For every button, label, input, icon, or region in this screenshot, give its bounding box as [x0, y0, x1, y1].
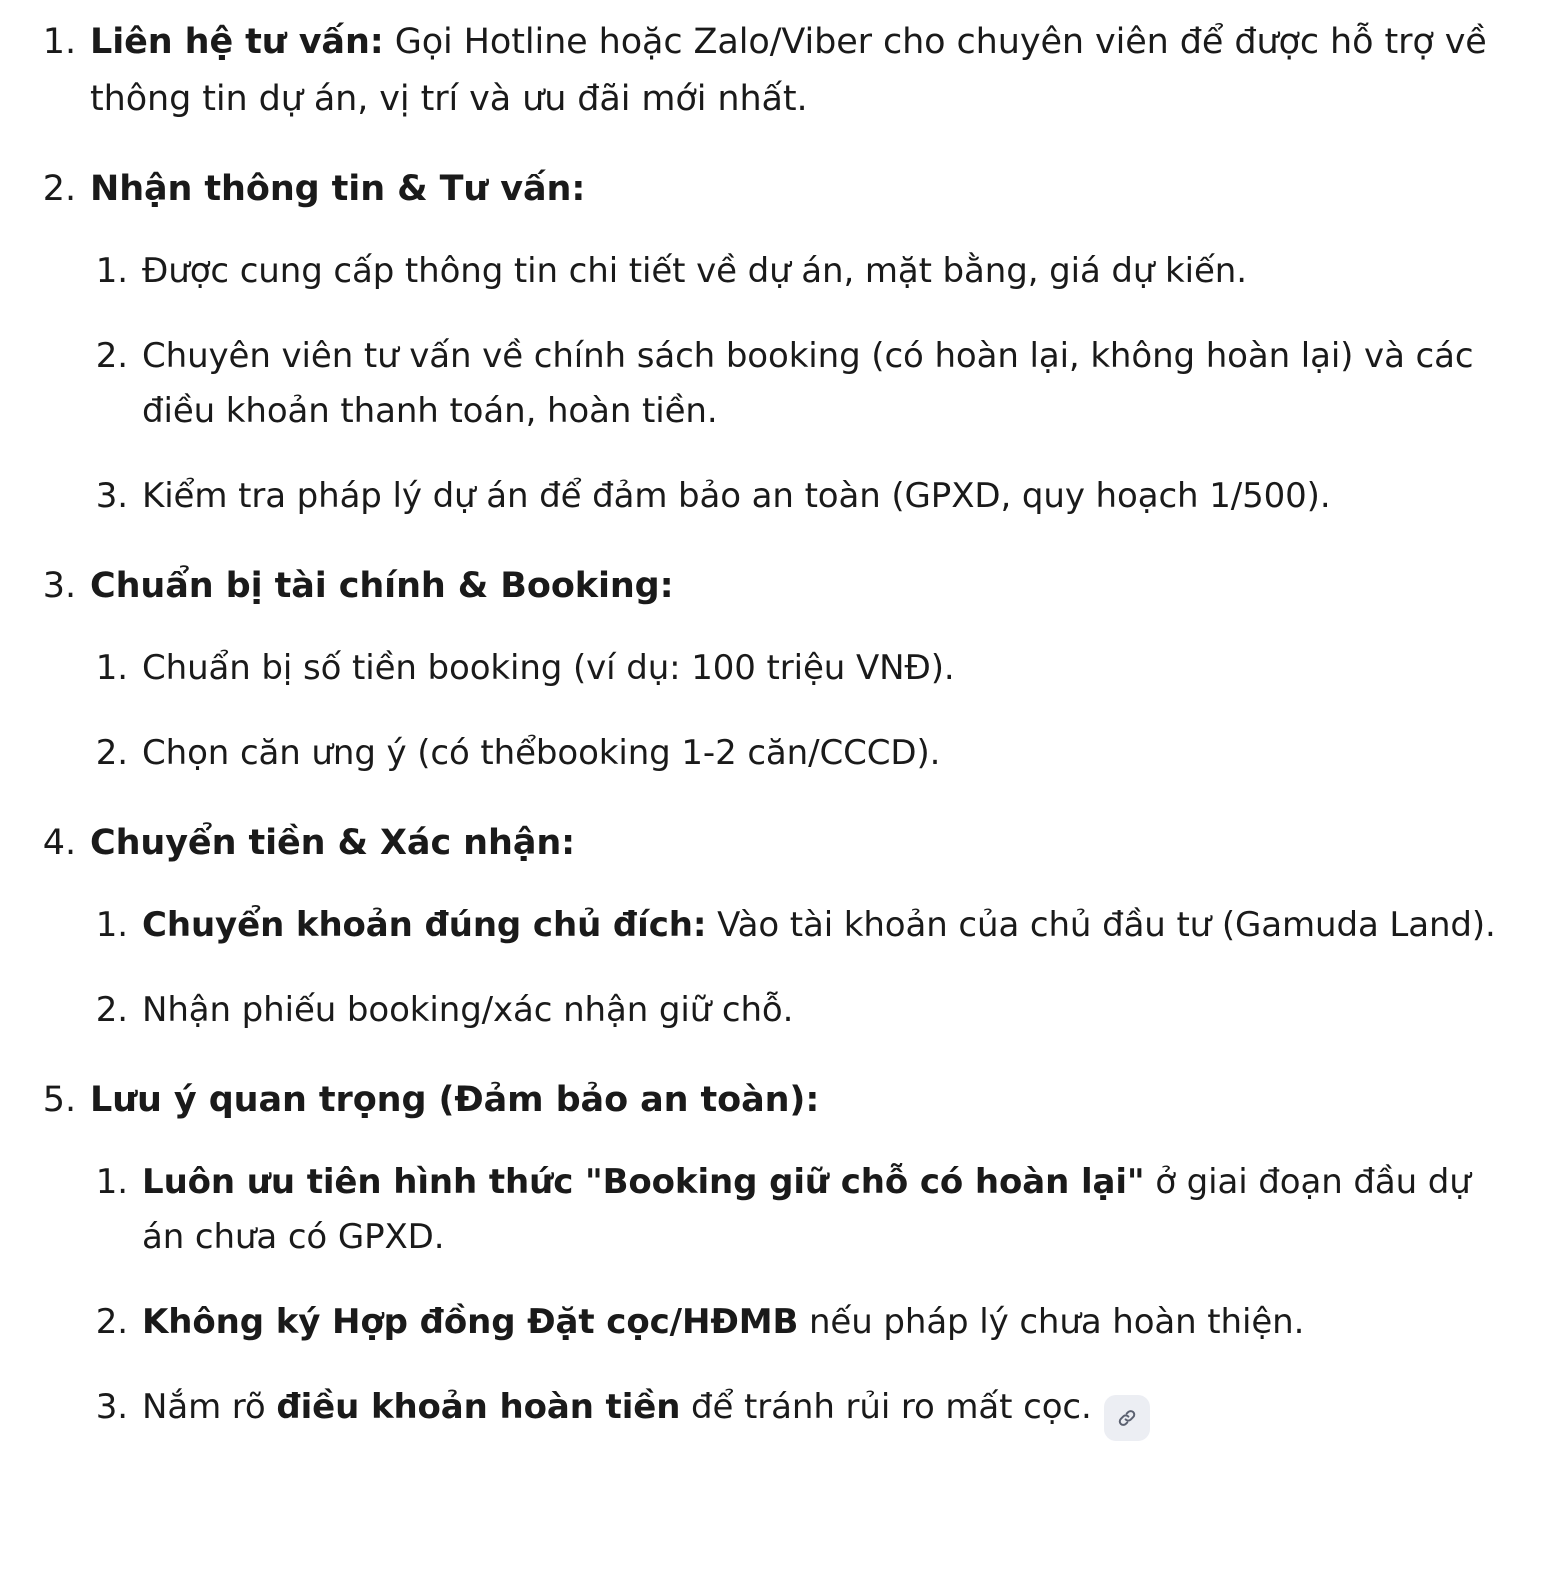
list-item: [90, 726, 1521, 781]
list-marker: 1.: [95, 904, 128, 945]
item-bold-lead: Chuyển tiền & Xác nhận:: [90, 823, 576, 864]
item-body: Kiểm tra pháp lý dự án để đảm bảo an toàn (GPXD, quy hoạch 1/500).: [142, 476, 1331, 517]
list-marker: 2.: [95, 336, 128, 377]
list-marker: 1.: [95, 648, 128, 689]
list-marker: 4.: [42, 823, 76, 864]
item-body-suffix: để tránh rủi ro mất cọc.: [680, 1386, 1092, 1427]
item-bold-lead: Lưu ý quan trọng (Đảm bảo an toàn):: [90, 1080, 820, 1121]
sub-list: [90, 1155, 1521, 1441]
list-marker: 1.: [42, 22, 76, 62]
list-item: [90, 329, 1521, 439]
link-chip-icon[interactable]: [1104, 1395, 1150, 1441]
item-body: [142, 1302, 1304, 1342]
item-body: [142, 1387, 1150, 1427]
list-item: [20, 558, 1521, 781]
list-marker: 3.: [95, 1386, 128, 1427]
item-body: Nhận phiếu booking/xác nhận giữ chỗ.: [142, 989, 794, 1030]
item-body: [142, 1162, 1471, 1257]
item-bold-lead: Nhận thông tin & Tư vấn:: [90, 169, 586, 210]
list-item: [20, 14, 1521, 127]
list-marker: 5.: [42, 1080, 76, 1121]
sub-list: [90, 244, 1521, 524]
list-marker: 2.: [95, 989, 128, 1030]
list-item: [90, 1295, 1521, 1350]
list-marker: 2.: [95, 1301, 128, 1342]
list-marker: 2.: [42, 169, 76, 210]
list-item: [90, 983, 1521, 1038]
list-item: [90, 898, 1521, 953]
item-body: [142, 905, 1496, 945]
item-body-rest: Vào tài khoản của chủ đầu tư (Gamuda Land).: [706, 904, 1496, 945]
list-item: [20, 1072, 1521, 1441]
item-bold-lead: Chuẩn bị tài chính & Booking:: [90, 566, 674, 607]
item-body-prefix: Nắm rõ: [142, 1386, 277, 1427]
list-item: [90, 1380, 1521, 1441]
item-text: [90, 22, 1487, 119]
item-body: Gọi Hotline hoặc Zalo/Viber cho chuyên viên để được hỗ trợ về thông tin dự án, vị trí và ưu đãi mới nhất.: [90, 22, 1487, 119]
list-marker: 3.: [95, 476, 128, 517]
list-item: [90, 1155, 1521, 1265]
list-marker: 1.: [95, 1161, 128, 1202]
list-item: [20, 815, 1521, 1038]
item-body: Chuẩn bị số tiền booking (ví dụ: 100 triệu VNĐ).: [142, 648, 955, 689]
item-body: Chuyên viên tư vấn về chính sách booking (có hoàn lại, không hoàn lại) và các điều khoản thanh toán, hoàn tiền.: [142, 336, 1474, 432]
item-bold-lead: Luôn ưu tiên hình thức "Booking giữ chỗ có hoàn lại": [142, 1161, 1145, 1202]
procedure-list: [20, 14, 1521, 1441]
list-item: [90, 244, 1521, 299]
list-marker: 1.: [95, 251, 128, 292]
item-body-rest: ở giai đoạn đầu dự án chưa có GPXD.: [142, 1161, 1471, 1257]
item-bold-lead: Chuyển khoản đúng chủ đích:: [142, 904, 707, 945]
list-item: [90, 641, 1521, 696]
list-item: [20, 161, 1521, 524]
list-marker: 2.: [95, 733, 128, 774]
item-bold-mid: điều khoản hoàn tiền: [276, 1386, 681, 1427]
item-bold-lead: Không ký Hợp đồng Đặt cọc/HĐMB: [142, 1301, 799, 1342]
item-bold-lead: Liên hệ tư vấn:: [90, 22, 384, 62]
list-marker: 3.: [42, 566, 76, 607]
item-body-rest: nếu pháp lý chưa hoàn thiện.: [798, 1301, 1305, 1342]
item-body: Chọn căn ưng ý (có thểbooking 1-2 căn/CCCD).: [142, 733, 941, 774]
item-body: Được cung cấp thông tin chi tiết về dự án, mặt bằng, giá dự kiến.: [142, 251, 1247, 292]
sub-list: [90, 898, 1521, 1038]
list-item: [90, 469, 1521, 524]
sub-list: [90, 641, 1521, 781]
